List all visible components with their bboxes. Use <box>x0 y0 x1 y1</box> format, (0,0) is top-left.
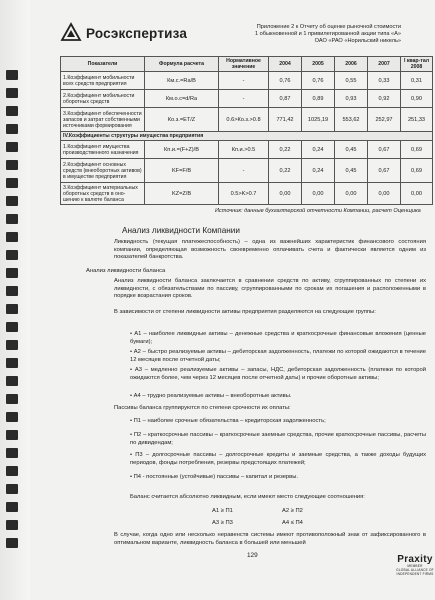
cell-value: 251,33 <box>401 108 433 132</box>
cell-value: 0,45 <box>335 159 368 183</box>
cell-value: 0,22 <box>269 159 302 183</box>
intro-paragraph: Ликвидность (текущая платежеспособность) – одна из важнейших характеристик финансового состояния компании, определяющая возможность своевременно оплачивать счета и фактически является одним из показателей банкротства. <box>114 239 426 261</box>
asset-group-text: А4 – трудно реализуемые активы – внеоборотные активы. <box>133 393 292 399</box>
list-item: • П2 – краткосрочные пассивы – краткосрочные заемные средства, прочие краткосрочные пассивы, расчеты по дивидендам; <box>130 432 426 446</box>
column-header: 2005 <box>302 57 335 72</box>
binder-hole <box>6 232 18 242</box>
asset-group-text: А2 – быстро реализуемые активы – дебиторская задолженность, платежи по которой ожидаются в течение 12 месяцев после отчетной даты; <box>130 349 426 363</box>
row-label: 1.Коэффициент имущества производственного назначения <box>61 141 145 159</box>
cell-value: 0,67 <box>368 141 401 159</box>
liquidity-condition: А3 ≥ П3 <box>212 520 233 526</box>
praxity-logo <box>385 554 435 576</box>
binder-hole <box>6 376 18 386</box>
row-norm: Кп.и.>0.5 <box>219 141 269 159</box>
binder-hole <box>6 448 18 458</box>
column-header: Показатели <box>61 57 145 72</box>
column-header: 2004 <box>269 57 302 72</box>
list-item: • А1 – наиболее ликвидные активы – денежные средства и краткосрочные финансовые вложения (ценные бумаги); <box>130 331 427 345</box>
column-header: 2006 <box>335 57 368 72</box>
cell-value: 0,00 <box>368 183 401 205</box>
liquidity-condition: А2 ≥ П2 <box>282 508 303 514</box>
paragraph: Пассивы баланса группируются по степени срочности их оплаты: <box>114 405 291 411</box>
binder-hole <box>6 106 18 116</box>
cell-value: 0,55 <box>335 72 368 90</box>
praxity-name: Praxity <box>397 554 433 565</box>
cell-value: 252,97 <box>368 108 401 132</box>
column-header: 2007 <box>368 57 401 72</box>
binder-hole <box>6 268 18 278</box>
cell-value: 0,24 <box>302 141 335 159</box>
logo-text: Росэкспертиза <box>86 25 188 41</box>
row-label: 3.Коэффициент материальных оборотных средств в оно-шению к валюте баланса <box>61 183 145 205</box>
binder-hole <box>6 142 18 152</box>
column-header: Нормативное значение <box>219 57 269 72</box>
row-formula: KF=F/B <box>145 159 219 183</box>
cell-value: 1025,19 <box>302 108 335 132</box>
cell-value: 0,69 <box>401 159 433 183</box>
cell-value: 0,33 <box>368 72 401 90</box>
appendix-line: 1 обыкновенной и 1 привилегированной акции типа «А» <box>255 31 401 37</box>
cell-value: 0,00 <box>401 183 433 205</box>
cell-value: 0,00 <box>302 183 335 205</box>
liquidity-condition: А1 ≥ П1 <box>212 508 233 514</box>
table-row <box>61 72 433 90</box>
cell-value: 0,92 <box>368 90 401 108</box>
table-row <box>61 159 433 183</box>
binder-hole <box>6 538 18 548</box>
row-norm: - <box>219 72 269 90</box>
table-header-row <box>61 57 433 72</box>
paragraph: В зависимости от степени ликвидности активы предприятия разделяются на следующие группы: <box>114 309 376 315</box>
list-item: • П3 – долгосрочные пассивы – долгосрочные кредиты и заемные средства, а также доходы будущих периодов, фонды потребления, резервы предстоящих платежей; <box>130 452 427 466</box>
asset-group-text: А1 – наиболее ликвидные активы – денежные средства и краткосрочные финансовые вложения (ценные бумаги); <box>130 331 427 345</box>
row-label: 2.Коэффициент мобильности оборотных средств <box>61 90 145 108</box>
liability-group-text: П2 – краткосрочные пассивы – краткосрочные заемные средства, прочие краткосрочные пассивы, расчеты по дивидендам; <box>130 432 426 446</box>
cell-value: 0,87 <box>269 90 302 108</box>
binder-hole <box>6 160 18 170</box>
row-label: 1.Коэффициент мобильности всех средств предприятия <box>61 72 145 90</box>
document-page <box>30 0 435 600</box>
row-formula: Км.о.с=d/Ra <box>145 90 219 108</box>
section-heading: Анализ ликвидности Компании <box>122 226 240 235</box>
binder-hole <box>6 322 18 332</box>
cell-value: 771,42 <box>269 108 302 132</box>
row-formula: Кп.и.=(F+Z)/B <box>145 141 219 159</box>
cell-value: 553,62 <box>335 108 368 132</box>
rosexpertiza-logo-icon <box>60 22 82 44</box>
binder-hole <box>6 340 18 350</box>
binder-hole <box>6 520 18 530</box>
binder-hole <box>6 88 18 98</box>
cell-value: 0,22 <box>269 141 302 159</box>
cell-value: 0,24 <box>302 159 335 183</box>
list-item: • А3 – медленно реализуемые активы – запасы, НДС, дебиторская задолженность (платежи по которой ожидаются более, чем через 12 месяцев после отчетной даты) и прочие оборотные активы; <box>130 367 426 381</box>
paragraph: Анализ ликвидности баланса заключается в сравнении средств по активу, сгруппированных по степени их ликвидности, с обязательствами по пассиву, сгруппированными по срокам их погашения и расположенными в порядке возрастания сроков. <box>114 278 426 300</box>
binder-hole <box>6 484 18 494</box>
cell-value: 0,67 <box>368 159 401 183</box>
column-header: I квар-тал 2008 <box>401 57 433 72</box>
list-item: • А4 – трудно реализуемые активы – внеоборотные активы. <box>130 393 292 399</box>
row-formula: Км.с.=Ra/B <box>145 72 219 90</box>
table-section-row <box>61 132 433 141</box>
section-title: IV.Коэффициенты структуры имущества предприятия <box>61 132 433 141</box>
ratios-table <box>60 56 433 205</box>
liquidity-condition: А4 ≤ П4 <box>282 520 303 526</box>
list-item: • А2 – быстро реализуемые активы – дебиторская задолженность, платежи по которой ожидаются в течение 12 месяцев после отчетной даты; <box>130 349 426 363</box>
binder-hole <box>6 250 18 260</box>
binder-hole <box>6 394 18 404</box>
row-norm: - <box>219 90 269 108</box>
row-formula: Ко.з.=ET/Z <box>145 108 219 132</box>
list-item: • П1 – наиболее срочные обязательства – кредиторская задолженность; <box>130 418 326 424</box>
row-norm: - <box>219 159 269 183</box>
appendix-line: ОАО «РАО «Норильский никель» <box>314 38 401 44</box>
row-label: 2.Коэффициент основных средств (внеоборотных активов) в имуществе предприятия <box>61 159 145 183</box>
binder-hole <box>6 502 18 512</box>
cell-value: 0,89 <box>302 90 335 108</box>
row-norm: 0.6>Ко.з.>0.8 <box>219 108 269 132</box>
cell-value: 0,00 <box>335 183 368 205</box>
binder-hole <box>6 430 18 440</box>
praxity-member: MEMBER <box>407 564 423 568</box>
list-item: • П4 - постоянные (устойчивые) пассивы – капитал и резервы. <box>130 474 299 480</box>
table-source-note: Источник: данные бухгалтерской отчетности Компании, расчет Оценщика <box>215 208 421 214</box>
page-number: 129 <box>247 552 258 559</box>
binder-hole <box>6 304 18 314</box>
binder-hole <box>6 70 18 80</box>
company-logo <box>60 22 187 44</box>
row-norm: 0.5>K>0.7 <box>219 183 269 205</box>
column-header: Формула расчета <box>145 57 219 72</box>
table-row <box>61 141 433 159</box>
cell-value: 0,00 <box>269 183 302 205</box>
table-row <box>61 90 433 108</box>
subsection-label: Анализ ликвидности баланса <box>86 268 166 274</box>
binder-hole <box>6 178 18 188</box>
binder-hole <box>6 412 18 422</box>
binder-hole <box>6 286 18 296</box>
praxity-tagline: GLOBAL ALLIANCE OF INDEPENDENT FIRMS <box>396 567 434 576</box>
row-formula: KZ=Z/B <box>145 183 219 205</box>
cell-value: 0,76 <box>269 72 302 90</box>
table-row <box>61 183 433 205</box>
paragraph: Баланс считается абсолютно ликвидным, если имеют место следующие соотношения: <box>130 494 365 500</box>
row-label: 3.Коэффициент обеспеченности запасов и затрат собственными источниками формирования <box>61 108 145 132</box>
cell-value: 0,90 <box>401 90 433 108</box>
cell-value: 0,69 <box>401 141 433 159</box>
liability-group-text: П4 - постоянные (устойчивые) пассивы – капитал и резервы. <box>133 474 299 480</box>
cell-value: 0,76 <box>302 72 335 90</box>
binder-hole <box>6 196 18 206</box>
liability-group-text: П1 – наиболее срочные обязательства – кредиторская задолженность; <box>133 418 326 424</box>
table-row <box>61 108 433 132</box>
binder-hole <box>6 124 18 134</box>
binder-hole <box>6 214 18 224</box>
cell-value: 0,93 <box>335 90 368 108</box>
cell-value: 0,31 <box>401 72 433 90</box>
binder-margin <box>0 0 30 600</box>
liability-group-text: П3 – долгосрочные пассивы – долгосрочные кредиты и заемные средства, а также доходы будущих периодов, фонды потребления, резервы предстоящих платежей; <box>130 452 427 466</box>
asset-group-text: А3 – медленно реализуемые активы – запасы, НДС, дебиторская задолженность (платежи по которой ожидаются более, чем через 12 месяцев после отчетной даты) и прочие оборотные активы; <box>130 367 426 381</box>
appendix-note <box>231 24 401 45</box>
binder-hole <box>6 358 18 368</box>
paragraph: В случае, когда одно или несколько неравенств системы имеют противоположный знак от зафиксированного в оптимальном варианте, ликвидность баланса в большей или меньшей <box>114 532 426 546</box>
binder-hole <box>6 466 18 476</box>
cell-value: 0,45 <box>335 141 368 159</box>
appendix-line: Приложение 2 к Отчету об оценке рыночной стоимости <box>256 24 401 30</box>
